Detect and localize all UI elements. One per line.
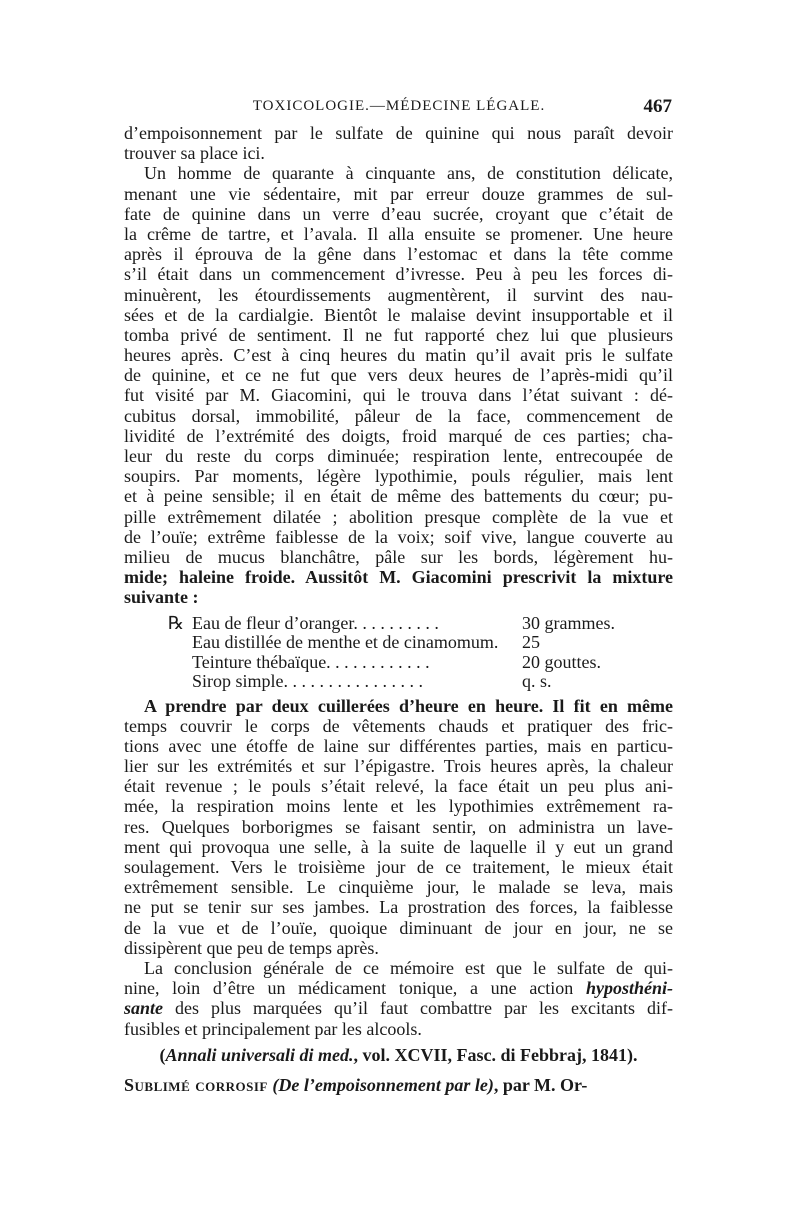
- formula-ingredient: Eau distillée de menthe et de cinamomum.: [192, 632, 499, 652]
- running-header: [126, 98, 672, 126]
- source-reference: (Annali universali di med., vol. XCVII, Fasc. di Febbraj, 1841).: [159, 1044, 638, 1065]
- formula-quantity: q. s.: [522, 671, 552, 691]
- text-line: ment qui provoqua une selle, à la suite de laquelle il y eut un grand: [124, 836, 673, 857]
- text-line: temps couvrir le corps de vêtements chauds et pratiquer des fric-: [124, 715, 673, 736]
- text-line: lividité de l’extrémité des doigts, froid marqué de ces parties; cha-: [124, 425, 673, 446]
- text-line: cubitus dorsal, immobilité, pâleur de la face, commencement de: [124, 405, 673, 426]
- text-line: et à peine sensible; il en était de même des battements du cœur; pu-: [124, 486, 673, 507]
- emphasis-text: sante: [124, 998, 164, 1019]
- text-line: menant une vie sédentaire, mit par erreur douze grammes de sul-: [124, 183, 673, 204]
- entry-title: (De l’empoisonnement par le): [272, 1074, 494, 1095]
- text-line: soulagement. Vers le troisième jour de ce traitement, le mieux était: [124, 857, 673, 877]
- text-line: trouver sa place ici.: [124, 143, 265, 164]
- text-line: pille extrêmement dilatée ; abolition presque complète de la vue et: [124, 506, 673, 527]
- paragraph-4: [124, 958, 673, 1039]
- formula-quantity: 25: [522, 632, 540, 652]
- formula-row: [124, 633, 673, 653]
- text-line: de la vue et de l’ouïe, quoique diminuant de jour en jour, ne se: [124, 917, 673, 938]
- text-line: après il éprouva de la gêne dans l’estomac et dans la tête comme: [124, 244, 673, 265]
- text-line: milieu de mucus blanchâtre, pâle sur les bords, légèrement hu-: [124, 546, 673, 567]
- text-line: minuèrent, les étourdissements augmentèrent, il survint des nau-: [124, 284, 673, 305]
- page-body: [124, 123, 673, 1095]
- emphasis-text: hyposthéni-: [585, 978, 673, 999]
- text-line: de l’ouïe; extrême faiblesse de la voix; soif vive, langue couverte au: [124, 526, 673, 547]
- text-line: heures après. C’est à cinq heures du matin qu’il avait pris le sulfate: [124, 345, 673, 366]
- formula-ingredient: Sirop simple. . . . . . . . . . . . . . . .: [192, 671, 424, 691]
- text-line: soupirs. Par moments, légère lypothimie, pouls régulier, mais lent: [124, 466, 673, 487]
- text-line: tions avec une étoffe de laine sur différentes parties, mais en particu-: [124, 735, 673, 756]
- text-line: sante des plus marquées qu’il faut combattre par les excitants dif-: [124, 998, 673, 1019]
- formula-row: [124, 614, 673, 634]
- formula-quantity: 30 grammes.: [522, 612, 615, 633]
- paragraph-3: [124, 696, 673, 958]
- text-line: d’empoisonnement par le sulfate de quinine qui nous paraît devoir: [124, 123, 673, 143]
- text-line: fusibles et principalement par les alcools.: [124, 1018, 422, 1039]
- text-line: La conclusion générale de ce mémoire est que le sulfate de qui-: [144, 957, 673, 978]
- text-line: extrêmement sensible. Le cinquième jour, le malade se leva, mais: [124, 877, 673, 898]
- prescription-formula: [124, 614, 673, 692]
- text-line: lier sur les extrémités et sur l’épigastre. Trois heures après, la chaleur: [124, 756, 673, 777]
- paragraph-2: [124, 163, 673, 607]
- formula-row: [124, 653, 673, 673]
- text-line: fate de quinine dans un verre d’eau sucrée, croyant que c’était de: [124, 203, 673, 224]
- formula-quantity: 20 gouttes.: [522, 651, 601, 672]
- text-line: était revenue ; le pouls s’était relevé, la face était un peu plus ani-: [124, 776, 673, 797]
- next-entry: Sublimé corrosif (De l’empoisonnement par le), par M. Or-: [124, 1074, 588, 1095]
- journal-title: Annali universali di med.: [165, 1044, 354, 1065]
- text-line: res. Quelques borborigmes se faisant sentir, on administra un lave-: [124, 816, 673, 837]
- text-line: dissipèrent que peu de temps après.: [124, 937, 379, 958]
- text-line: suivante :: [124, 587, 199, 608]
- paragraph-1: [124, 123, 673, 163]
- text-line: A prendre par deux cuillerées d’heure en heure. Il fit en même: [144, 695, 673, 716]
- text-line: ne put se tenir sur ses jambes. La prostration des forces, la faiblesse: [124, 897, 673, 918]
- formula-ingredient: Eau de fleur d’oranger. . . . . . . . . .: [192, 612, 439, 633]
- text-line: fut visité par M. Giacomini, qui le trouva dans l’état suivant : dé-: [124, 385, 673, 406]
- text-line: Un homme de quarante à cinquante ans, de constitution délicate,: [144, 163, 673, 184]
- text-line: de quinine, et ce ne fut que vers deux heures de l’après-midi qu’il: [124, 365, 673, 386]
- page-number: 467: [643, 96, 672, 117]
- text-line: sées et de la cardialgie. Bientôt le malaise devint insupportable et il: [124, 304, 673, 325]
- recipe-symbol: ℞: [167, 612, 184, 633]
- entry-heading: Sublimé corrosif: [124, 1074, 268, 1095]
- text-line: mide; haleine froide. Aussitôt M. Giacomini prescrivit la mixture: [124, 567, 673, 588]
- formula-ingredient: Teinture thébaïque. . . . . . . . . . . .: [192, 651, 430, 672]
- text-line: la crême de tartre, et l’avala. Il alla ensuite se promener. Une heure: [124, 223, 673, 244]
- text-line: nine, loin d’être un médicament tonique, a une action hyposthéni-: [124, 978, 673, 999]
- text-line: mée, la respiration moins lente et les lypothimies extrêmement ra-: [124, 796, 673, 817]
- running-title: TOXICOLOGIE.—MÉDECINE LÉGALE.: [252, 98, 546, 114]
- text-line: leur du reste du corps diminuée; respiration lente, entrecoupée de: [124, 446, 673, 466]
- text-line: s’il était dans un commencement d’ivresse. Peu à peu les forces di-: [124, 264, 673, 285]
- text-line: tomba privé de sentiment. Il ne fut rapporté chez lui que plusieurs: [124, 324, 673, 345]
- formula-row: [124, 672, 673, 692]
